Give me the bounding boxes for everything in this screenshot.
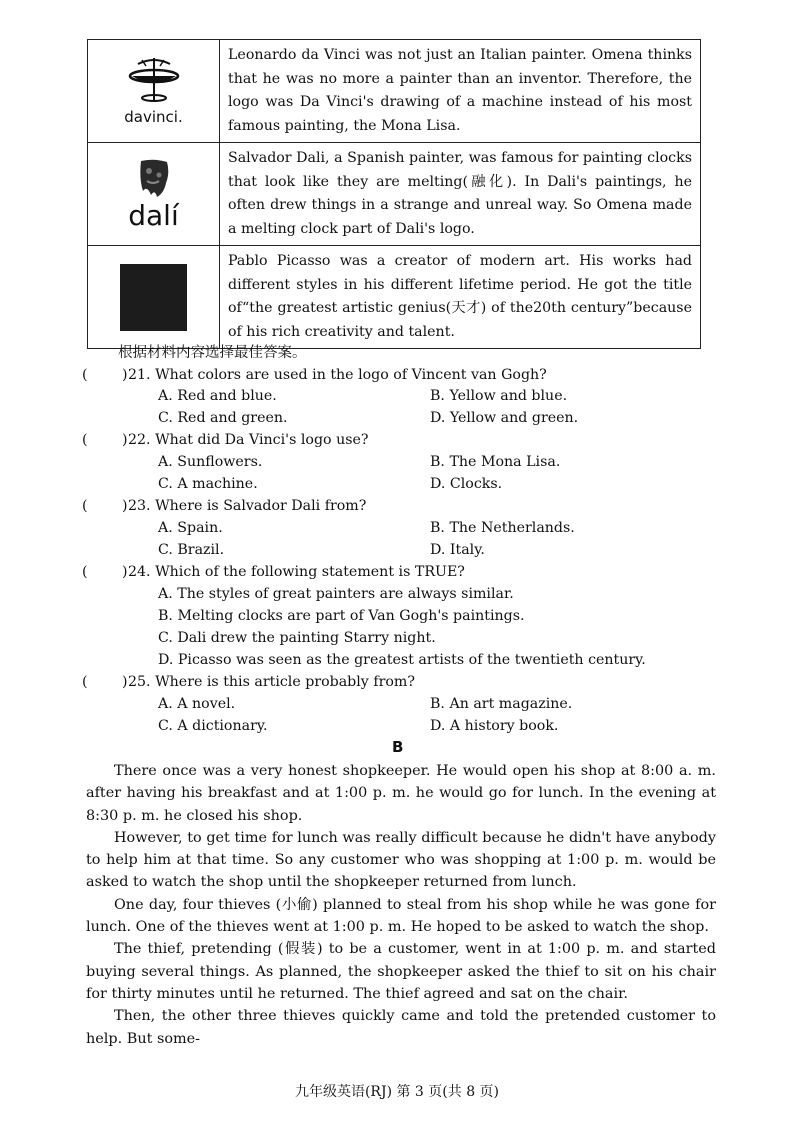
option-d: D. Yellow and green. — [430, 410, 579, 426]
davinci-text: Leonardo da Vinci was not just an Italian painter. Omena thinks that he was no more a painter than an inventor. Therefore, the logo was Da Vinci's drawing of a machine instead of his most famous painting, the Mona Lisa. — [220, 40, 701, 143]
table-row-davinci — [88, 40, 701, 143]
option-d: D. Italy. — [430, 542, 485, 558]
option-b: B. The Netherlands. — [430, 520, 575, 536]
option-a: A. Spain. — [158, 520, 223, 536]
melting-clock-icon — [137, 159, 171, 199]
answer-paren-open[interactable]: ( — [82, 674, 88, 690]
answer-paren-open[interactable]: ( — [82, 564, 88, 580]
option-c: C. Red and green. — [158, 410, 288, 426]
answer-paren-open[interactable]: ( — [82, 498, 88, 514]
answer-paren-close: ) — [122, 674, 128, 690]
option-a: A. A novel. — [158, 696, 236, 712]
option-a: A. Red and blue. — [158, 388, 277, 404]
answer-paren-close: ) — [122, 498, 128, 514]
option-b: B. Melting clocks are part of Van Gogh's paintings. — [158, 608, 525, 624]
davinci-logo — [88, 40, 220, 143]
answer-paren-open[interactable]: ( — [82, 367, 88, 383]
page-footer: 九年级英语(RJ) 第 3 页(共 8 页) — [294, 1084, 500, 1100]
machine-icon — [124, 56, 184, 104]
option-c: C. A dictionary. — [158, 718, 268, 734]
option-a: A. The styles of great painters are always similar. — [158, 586, 514, 602]
option-d: D. Picasso was seen as the greatest artists of the twentieth century. — [158, 652, 646, 668]
passage-paragraph: One day, four thieves (小偷) planned to steal from his shop while he was gone for lunch. One of the thieves went at 1:00 p. m. He hoped to be asked to watch the shop. — [86, 896, 716, 936]
section-heading: B — [392, 738, 404, 756]
davinci-logo-label: davinci. — [124, 108, 183, 126]
option-b: B. Yellow and blue. — [430, 388, 568, 404]
passage-paragraph: The thief, pretending (假装) to be a customer, went in at 1:00 p. m. and started buying several things. As planned, the shopkeeper asked the thief to sit on his chair for thirty minutes until he returned. The thief agreed and sat on the chair. — [86, 941, 716, 1002]
option-d: D. A history book. — [430, 718, 559, 734]
question-stem: 23. Where is Salvador Dali from? — [128, 498, 367, 514]
question-stem: 25. Where is this article probably from? — [128, 674, 415, 690]
question-stem: 22. What did Da Vinci's logo use? — [128, 432, 369, 448]
passage-paragraph: There once was a very honest shopkeeper. He would open his shop at 8:00 a. m. after having his breakfast and at 1:00 p. m. he would go for lunch. In the evening at 8:30 p. m. he closed his shop. — [86, 763, 716, 824]
instruction: 根据材料内容选择最佳答案。 — [118, 345, 307, 361]
picasso-text: Pablo Picasso was a creator of modern art. His works had different styles in his different lifetime period. He got the title of“the greatest artistic genius(天才) of the20th century”because of his rich creativity and talent. — [220, 246, 701, 349]
question-stem: 24. Which of the following statement is TRUE? — [128, 564, 465, 580]
passage — [86, 760, 716, 1050]
table-row-dali — [88, 143, 701, 246]
option-c: C. Brazil. — [158, 542, 225, 558]
answer-paren-close: ) — [122, 564, 128, 580]
answer-paren-open[interactable]: ( — [82, 432, 88, 448]
logo-table — [87, 39, 701, 349]
option-b: B. An art magazine. — [430, 696, 573, 712]
dali-text: Salvador Dali, a Spanish painter, was famous for painting clocks that look like they are melting(融化). In Dali's paintings, he often drew things in a strange and unreal way. So Omena made a melting clock part of Dali's logo. — [220, 143, 701, 246]
picasso-logo — [88, 246, 220, 349]
option-b: B. The Mona Lisa. — [430, 454, 561, 470]
option-a: A. Sunflowers. — [158, 454, 263, 470]
dali-logo-label: dalí — [128, 199, 179, 232]
answer-paren-close: ) — [122, 367, 128, 383]
picasso-logo-image — [120, 264, 187, 331]
question-stem: 21. What colors are used in the logo of Vincent van Gogh? — [128, 367, 547, 383]
answer-paren-close: ) — [122, 432, 128, 448]
option-d: D. Clocks. — [430, 476, 503, 492]
passage-paragraph: Then, the other three thieves quickly came and told the pretended customer to help. But some- — [86, 1008, 716, 1047]
option-c: C. A machine. — [158, 476, 258, 492]
passage-paragraph: However, to get time for lunch was really difficult because he didn't have anybody to help him at that time. So any customer who was shopping at 1:00 p. m. would be asked to watch the shop until the shopkeeper returned from lunch. — [86, 829, 716, 891]
table-row-picasso — [88, 246, 701, 349]
option-c: C. Dali drew the painting Starry night. — [158, 630, 436, 646]
dali-logo — [88, 143, 220, 246]
